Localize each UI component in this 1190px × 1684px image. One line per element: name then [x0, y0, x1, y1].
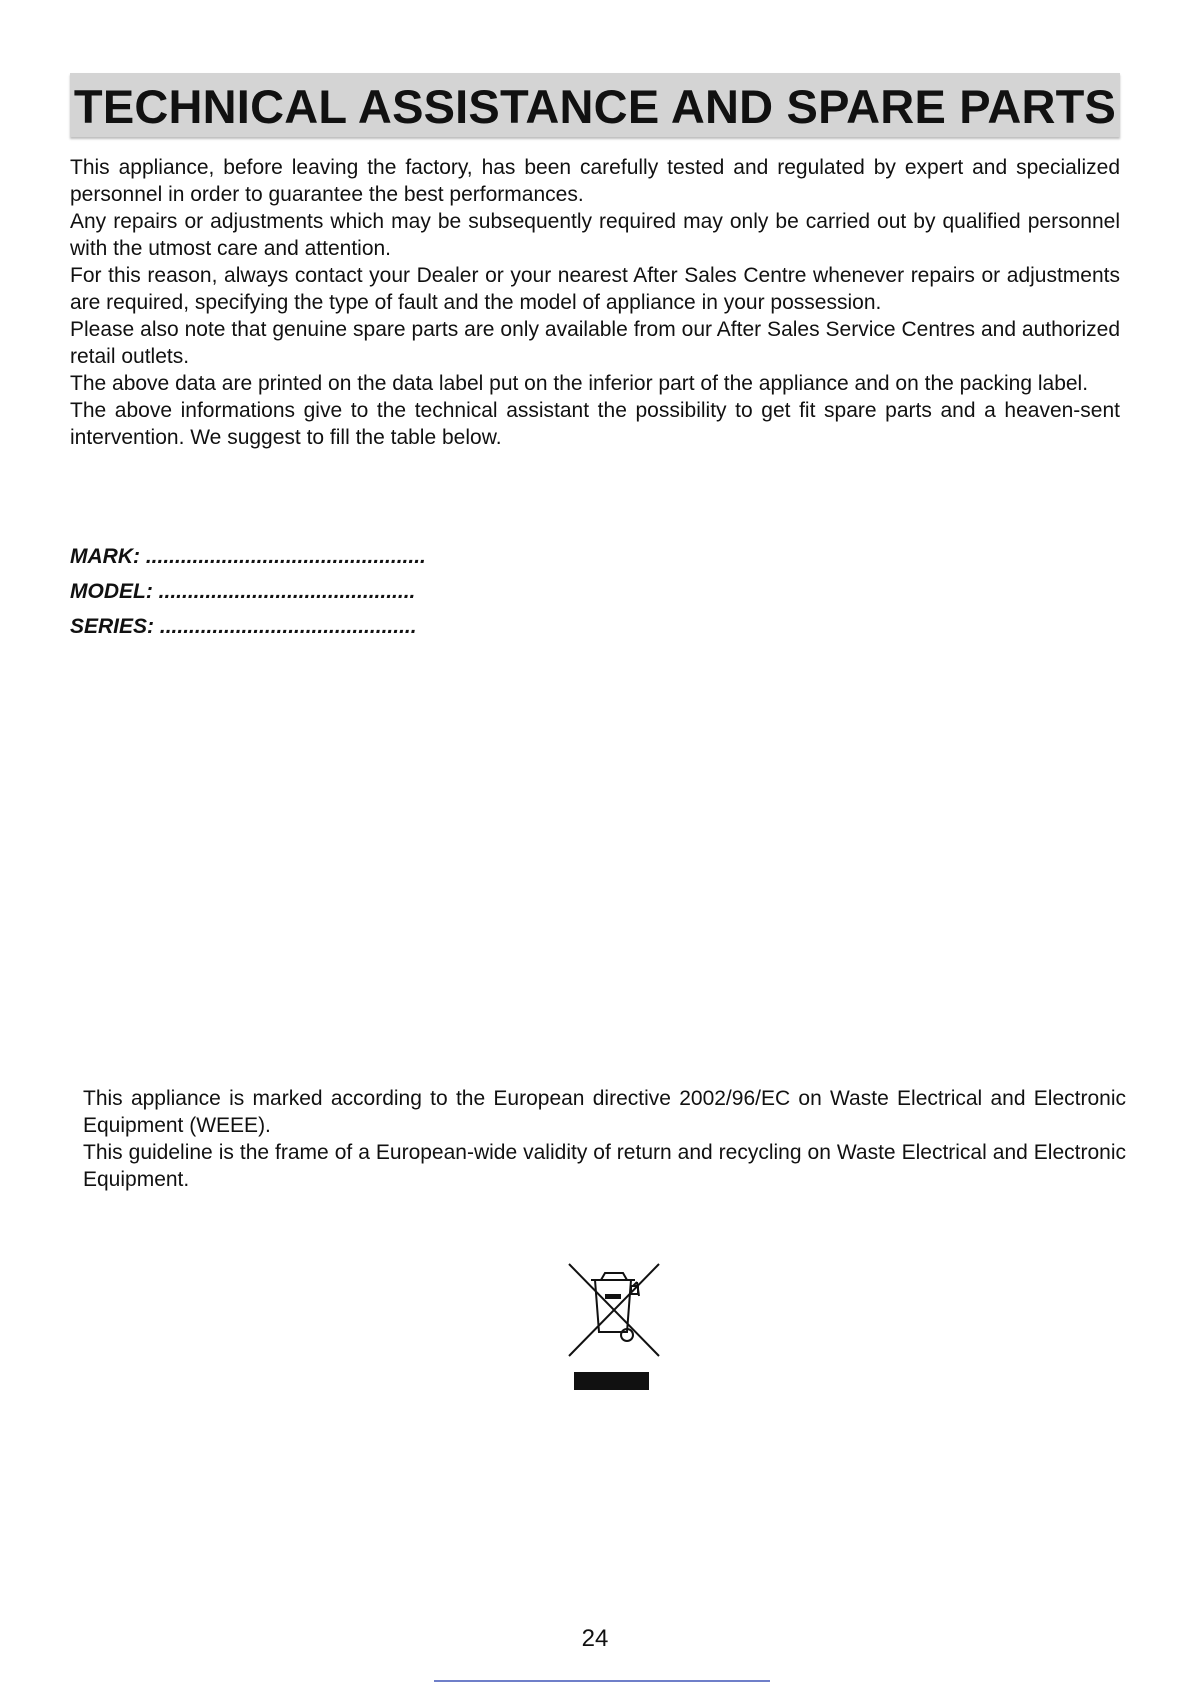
page-title: TECHNICAL ASSISTANCE AND SPARE PARTS: [73, 80, 1117, 133]
paragraph: The above informations give to the technical assistant the possibility to get fit spare parts and a heaven-sent intervention. We suggest to fill the table below.: [70, 399, 1120, 449]
crossed-out-wheelie-bin-icon: [567, 1260, 662, 1390]
paragraph: This appliance, before leaving the factory, has been carefully tested and regulated by expert and specialized personnel in order to guarantee the best performances.: [70, 156, 1120, 206]
appliance-data-fields: [70, 539, 426, 644]
paragraph: The above data are printed on the data label put on the inferior part of the appliance and on the packing label.: [70, 372, 1089, 395]
title-bar: [70, 73, 1120, 137]
series-field: SERIES: ............................................: [70, 615, 417, 638]
weee-paragraph: This guideline is the frame of a European-wide validity of return and recycling on Waste Electrical and Electronic Equipment.: [83, 1141, 1126, 1191]
mark-field: MARK: ................................................: [70, 545, 426, 568]
paragraph: For this reason, always contact your Dealer or your nearest After Sales Centre whenever repairs or adjustments are required, specifying the type of fault and the model of appliance in your possession.: [70, 264, 1120, 314]
footer-divider: [434, 1680, 770, 1682]
page-number: 24: [581, 1625, 609, 1652]
intro-text: [70, 154, 1120, 451]
model-field: MODEL: ............................................: [70, 580, 416, 603]
paragraph: Any repairs or adjustments which may be subsequently required may only be carried out by qualified personnel with the utmost care and attention.: [70, 210, 1120, 260]
weee-notice: [83, 1085, 1126, 1193]
weee-paragraph: This appliance is marked according to the European directive 2002/96/EC on Waste Electrical and Electronic Equipment (WEEE).: [83, 1087, 1126, 1137]
paragraph: Please also note that genuine spare parts are only available from our After Sales Service Centres and authorized retail outlets.: [70, 318, 1120, 368]
